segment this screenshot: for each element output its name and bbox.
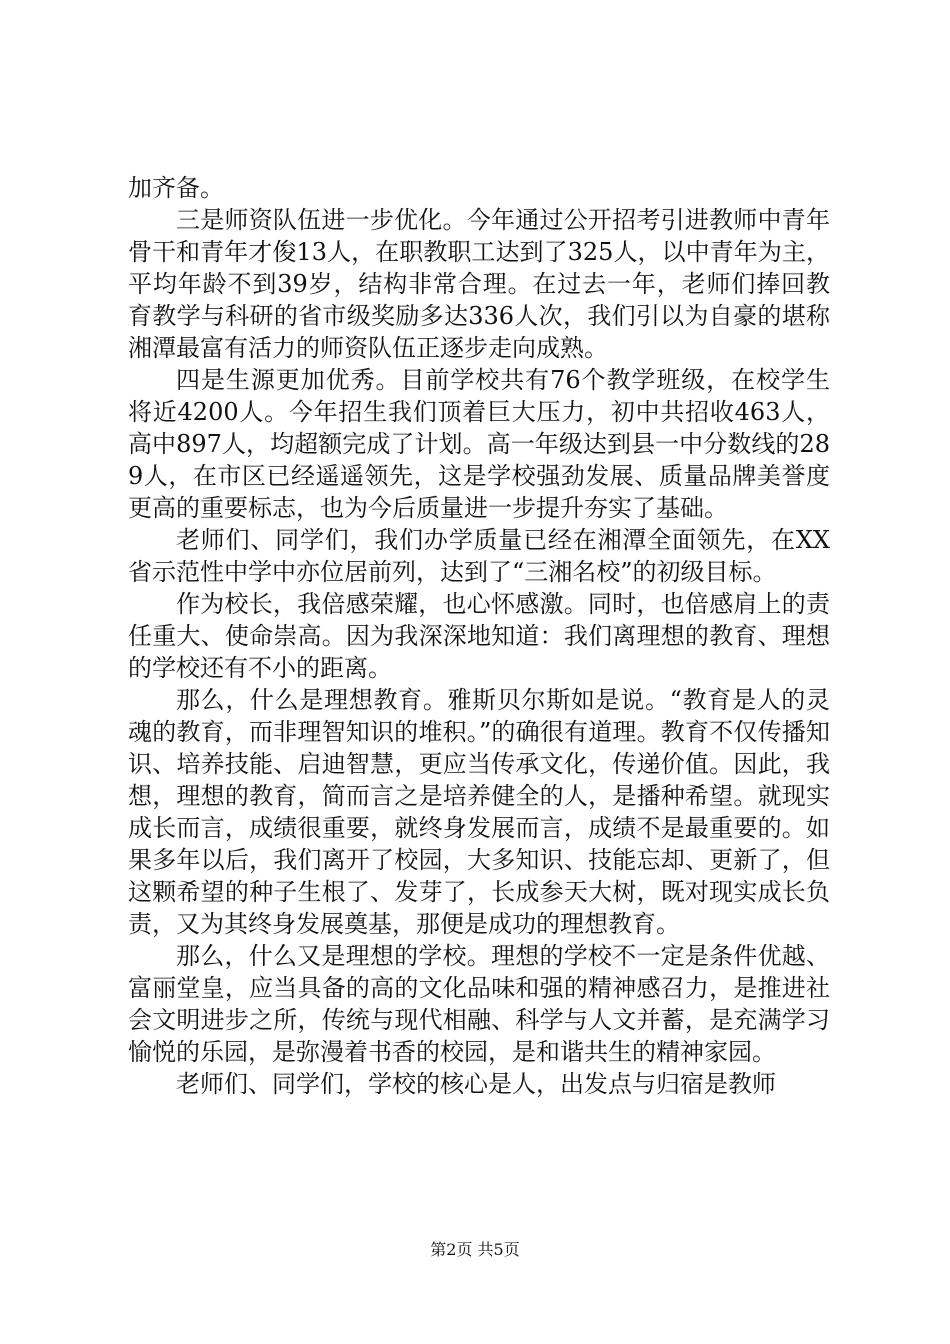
paragraph-1: 加齐备。 [128,174,224,202]
paragraph-6: 那么，什么是理想教育。雅斯贝尔斯如是说。“教育是人的灵魂的教育，而非理智知识的堆积。”的确很有道理。教育不仅传播知识、培养技能、启迪智慧，更应当传承文化，传递价值。因此，我想，理想的教育，简而言之是培养健全的人，是播种希望。就现实成长而言，成绩很重要，就终身发展而言，成绩不是最重要的。如果多年以后，我们离开了校园，大多知识、技能忘却、更新了，但这颗希望的种子生根了、发芽了，长成参天大树，既对现实成长负责，又为其终身发展奠基，那便是成功的理想教育。 [128,686,830,938]
paragraph-2: 三是师资队伍进一步优化。今年通过公开招考引进教师中青年骨干和青年才俊13人，在职教职工达到了325人，以中青年为主，平均年龄不到39岁，结构非常合理。在过去一年，老师们捧回教育教学与科研的省市级奖励多达336人次，我们引以为自豪的堪称湘潭最富有活力的师资队伍正逐步走向成熟。 [128,206,830,362]
page-footer: 第2页 共5页 [430,1240,520,1259]
paragraph-3: 四是生源更加优秀。目前学校共有76个教学班级，在校学生将近4200人。今年招生我们顶着巨大压力，初中共招收463人，高中897人，均超额完成了计划。高一年级达到县一中分数线的289人，在市区已经遥遥领先，这是学校强劲发展、质量品牌美誉度更高的重要标志，也为今后质量进一步提升夯实了基础。 [128,366,830,522]
document-body [128,172,830,1100]
paragraph-4: 老师们、同学们，我们办学质量已经在湘潭全面领先，在XX省示范性中学中亦位居前列，达到了“三湘名校”的初级目标。 [128,526,830,586]
paragraph-5: 作为校长，我倍感荣耀，也心怀感激。同时，也倍感肩上的责任重大、使命崇高。因为我深深地知道：我们离理想的教育、理想的学校还有不小的距离。 [128,590,830,682]
paragraph-8: 老师们、同学们，学校的核心是人，出发点与归宿是教师 [176,1070,776,1098]
paragraph-7: 那么，什么又是理想的学校。理想的学校不一定是条件优越、富丽堂皇，应当具备的高的文化品味和强的精神感召力，是推进社会文明进步之所，传统与现代相融、科学与人文并蓄，是充满学习愉悦的乐园，是弥漫着书香的校园，是和谐共生的精神家园。 [128,942,830,1066]
